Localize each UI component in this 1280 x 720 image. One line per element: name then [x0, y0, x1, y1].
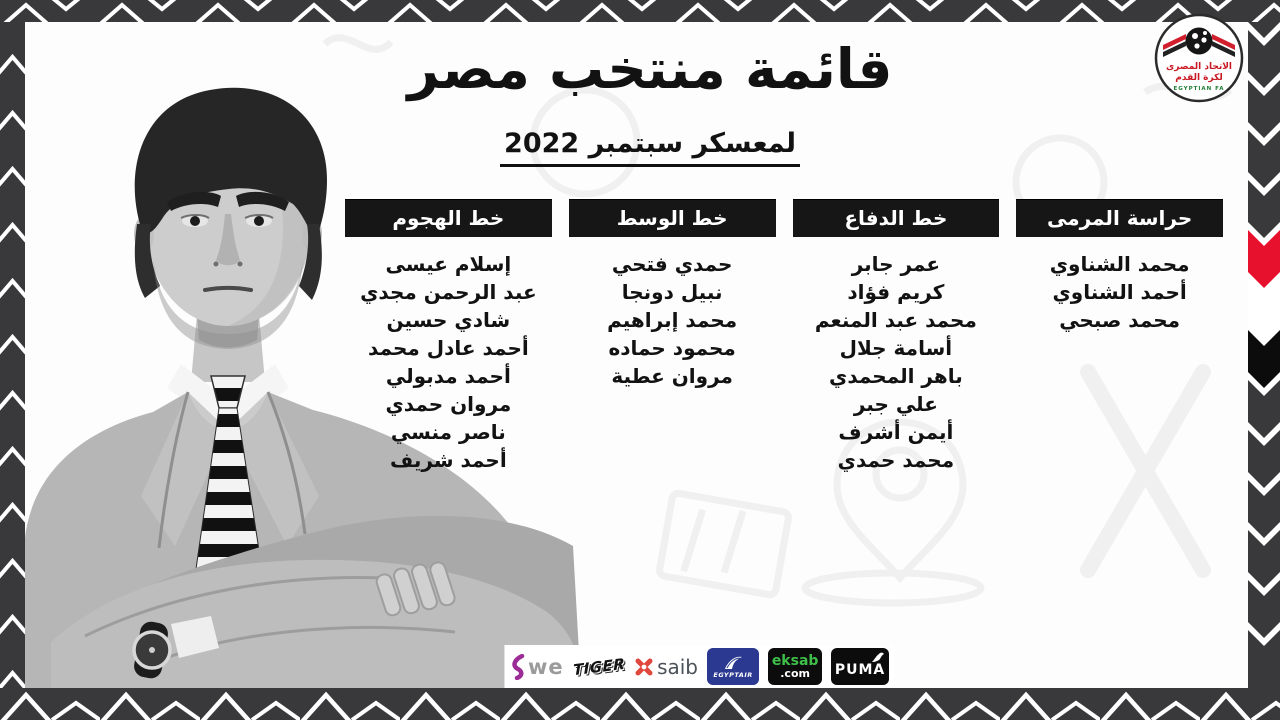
player-name: أيمن أشرف	[838, 420, 954, 444]
player-name: علي جبر	[853, 392, 938, 416]
saib-label: saib	[657, 654, 699, 679]
puma-logo	[831, 648, 889, 685]
player-name: عبد الرحمن مجدي	[360, 280, 537, 304]
zigzag-border-right	[1248, 22, 1280, 688]
player-name: أحمد عادل محمد	[368, 336, 529, 360]
player-name: مروان حمدي	[385, 392, 512, 416]
player-name: أحمد شريف	[390, 448, 507, 472]
player-name: باهر المحمدي	[828, 364, 963, 388]
player-name: أحمد مدبولي	[385, 364, 511, 388]
player-name: مروان عطية	[611, 364, 733, 388]
camp-subtitle: لمعسكر سبتمبر 2022	[500, 128, 800, 167]
we-label: we	[528, 654, 564, 679]
player-list	[569, 237, 776, 390]
eksab-logo	[768, 648, 822, 685]
column-attack	[345, 199, 552, 474]
squad-columns	[345, 199, 1223, 474]
page-title: قائمة منتخب مصر	[407, 37, 893, 101]
column-header: خط الهجوم	[345, 199, 552, 237]
efa-english-text: EGYPTIAN FA	[1173, 86, 1225, 92]
column-header: خط الدفاع	[793, 199, 1000, 237]
eksab-label: eksab	[771, 652, 819, 669]
egyptair-horus-icon	[722, 655, 744, 670]
player-name: أسامة جلال	[839, 336, 953, 360]
player-name: أحمد الشناوي	[1052, 280, 1187, 304]
column-midfield	[569, 199, 776, 474]
column-header: خط الوسط	[569, 199, 776, 237]
player-name: ناصر منسي	[390, 420, 506, 444]
player-name: كريم فؤاد	[847, 280, 945, 304]
sponsor-strip	[504, 645, 894, 688]
player-name: محمود حماده	[608, 336, 736, 360]
column-header: حراسة المرمى	[1016, 199, 1223, 237]
efa-arabic-text-line1: الاتحاد المصرى	[1166, 62, 1232, 72]
tiger-label: TIGER	[572, 654, 626, 679]
egyptair-logo	[707, 648, 759, 685]
zigzag-border-top	[0, 0, 1280, 22]
column-defense	[793, 199, 1000, 474]
puma-cat-icon	[871, 651, 885, 663]
player-name: محمد صبحي	[1059, 308, 1181, 332]
saib-x-icon	[634, 657, 654, 677]
efa-logo	[1154, 13, 1244, 103]
player-name: حمدي فتحي	[611, 252, 733, 276]
player-list	[1016, 237, 1223, 334]
player-name: محمد الشناوي	[1049, 252, 1190, 276]
player-name: محمد حمدي	[837, 448, 955, 472]
saib-logo	[634, 655, 698, 679]
player-list	[793, 237, 1000, 474]
player-name: محمد عبد المنعم	[814, 308, 977, 332]
player-name: نبيل دونجا	[621, 280, 723, 304]
player-name: شادي حسين	[386, 308, 511, 332]
tiger-logo	[572, 654, 626, 679]
zigzag-border-bottom	[0, 688, 1280, 720]
player-name: إسلام عيسى	[385, 252, 512, 276]
column-goalkeepers	[1016, 199, 1223, 474]
we-flame-icon	[510, 654, 526, 680]
player-list	[345, 237, 552, 474]
eksab-dotcom-label: .com	[780, 666, 810, 680]
we-logo	[510, 654, 564, 680]
efa-arabic-text-line2: لكرة القدم	[1175, 73, 1223, 83]
puma-label: PUMA	[834, 661, 886, 678]
zigzag-border-left	[0, 22, 25, 688]
egyptair-label: EGYPTAIR	[713, 670, 753, 679]
player-name: محمد إبراهيم	[607, 308, 738, 332]
player-name: عمر جابر	[851, 252, 941, 276]
